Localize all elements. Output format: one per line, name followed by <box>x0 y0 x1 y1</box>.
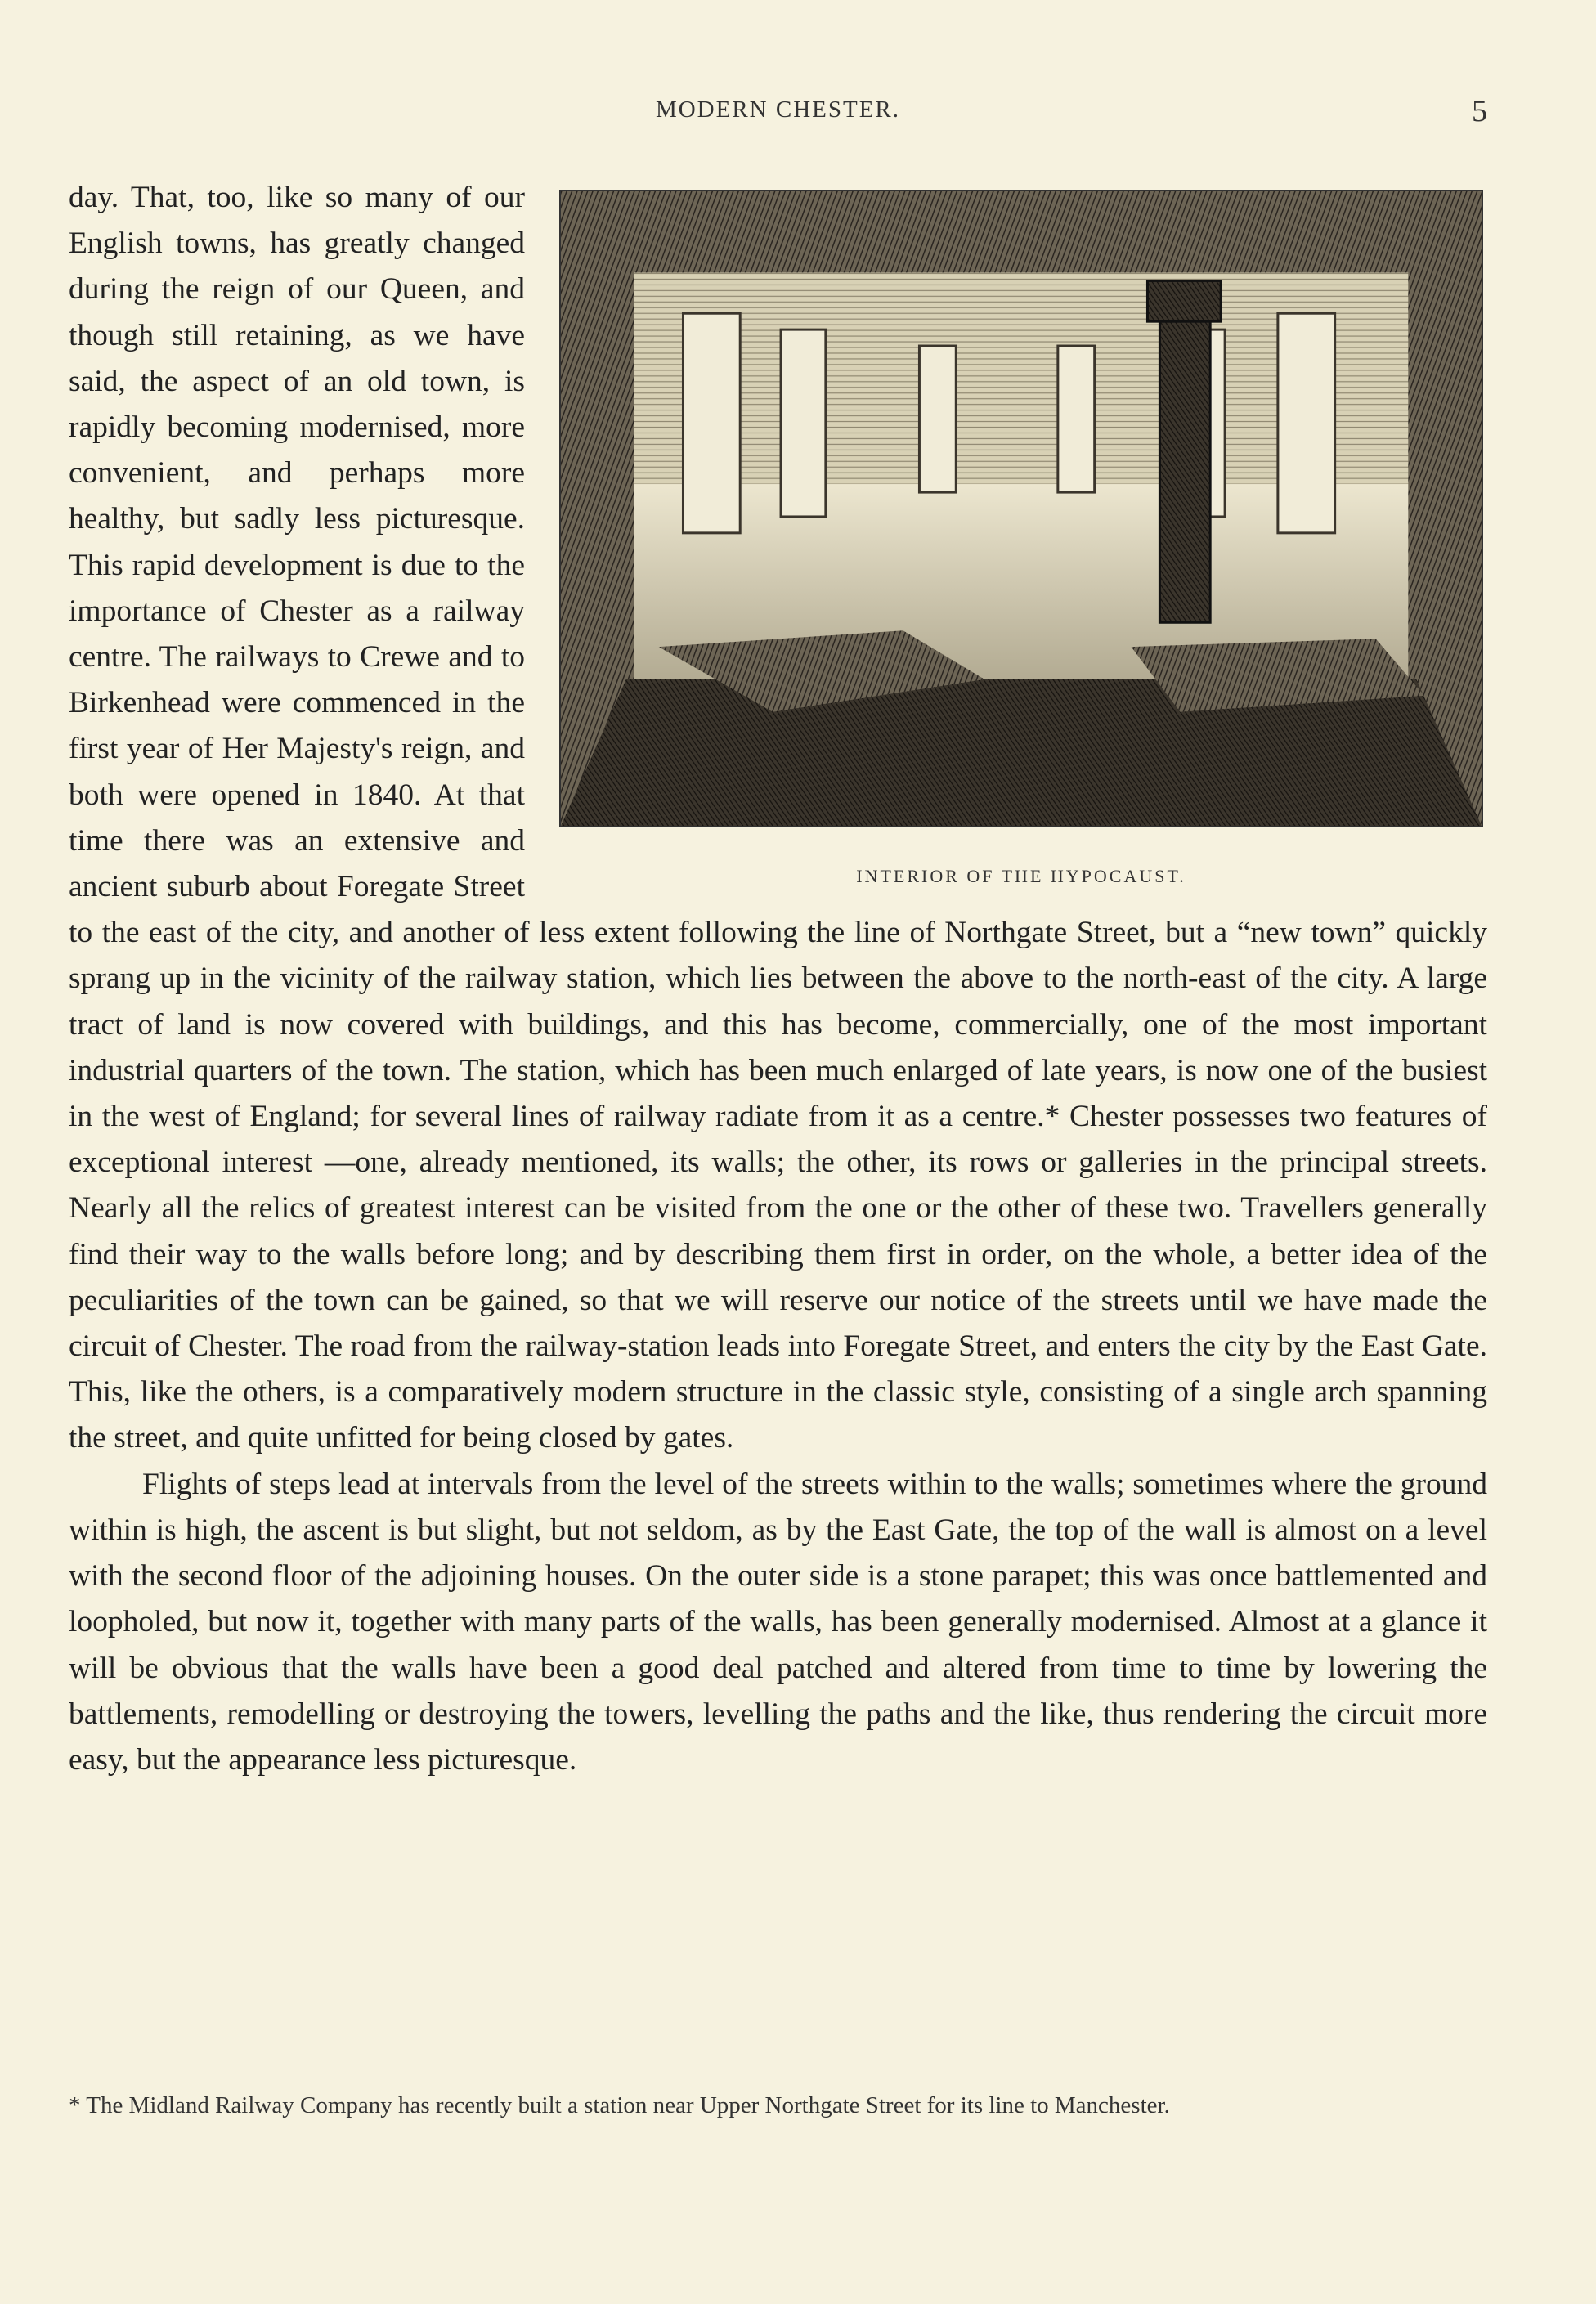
page-header <box>69 96 1487 137</box>
page-number: 5 <box>1472 94 1487 128</box>
body-text <box>69 175 1487 1783</box>
engraving-illustration <box>561 191 1482 826</box>
running-head: MODERN CHESTER. <box>655 96 901 123</box>
hypocaust-engraving <box>559 190 1483 827</box>
paragraph: day. That, too, like so many of our English towns, has greatly changed during the reign of our Queen, and though still retaining, as we have said, the aspect of an old town, is rapidly becoming modernised, more convenient, and perhaps more healthy, but sadly less picturesque. This rapid development is due to the importance of Chester as a railway centre. The railways to Crewe and to Birkenhead were commenced in the first year of Her Majesty's reign, and both were opened in 1840. At that time there was an extensive and ancient suburb about Foregate Street to the east of the city, and another of less extent following the line of Northgate Street, but a “new town” quickly sprang up in the vicinity of the railway station, which lies between the above to the north-east of the city. A large tract of land is now covered with buildings, and this has become, commercially, one of the most important industrial quarters of the town. The station, which has been much enlarged of late years, is now one of the busiest in the west of England; for several lines of railway radiate from it as a centre.* Chester possesses two features of exceptional interest —one, already mentioned, its walls; the other, its rows or galleries in the principal streets. Nearly all the relics of greatest interest can be visited from the one or the other of these two. Travellers generally find their way to the walls before long; and by describing them first in order, on the whole, a better idea of the peculiarities of the town can be gained, so that we will reserve our notice of the streets until we have made the circuit of Chester. The road from the railway-station leads into Foregate Street, and enters the city by the East Gate. This, like the others, is a comparatively modern structure in the classic style, consisting of a single arch spanning the street, and quite unfitted for being closed by gates. <box>69 181 1487 1455</box>
figure-caption: INTERIOR OF THE HYPOCAUST. <box>856 866 1186 886</box>
footnote: * The Midland Railway Company has recently built a station near Upper Northgate Street for its line to Manchester. <box>69 2092 1170 2118</box>
paragraph: Flights of steps lead at intervals from the level of the streets within to the walls; sometimes where the ground within is high, the ascent is but slight, but not seldom, as by the East Gate, the top of the wall is almost on a level with the second floor of the adjoining houses. On the outer side is a stone parapet; this was once battlemented and loopholed, but now it, together with many parts of the walls, has been generally modernised. Almost at a glance it will be obvious that the walls have been a good deal patched and altered from time to time by lowering the battlements, remodelling or destroying the towers, levelling the paths and the like, thus rendering the circuit more easy, but the appearance less picturesque. <box>69 1467 1487 1777</box>
figure <box>559 190 1487 893</box>
